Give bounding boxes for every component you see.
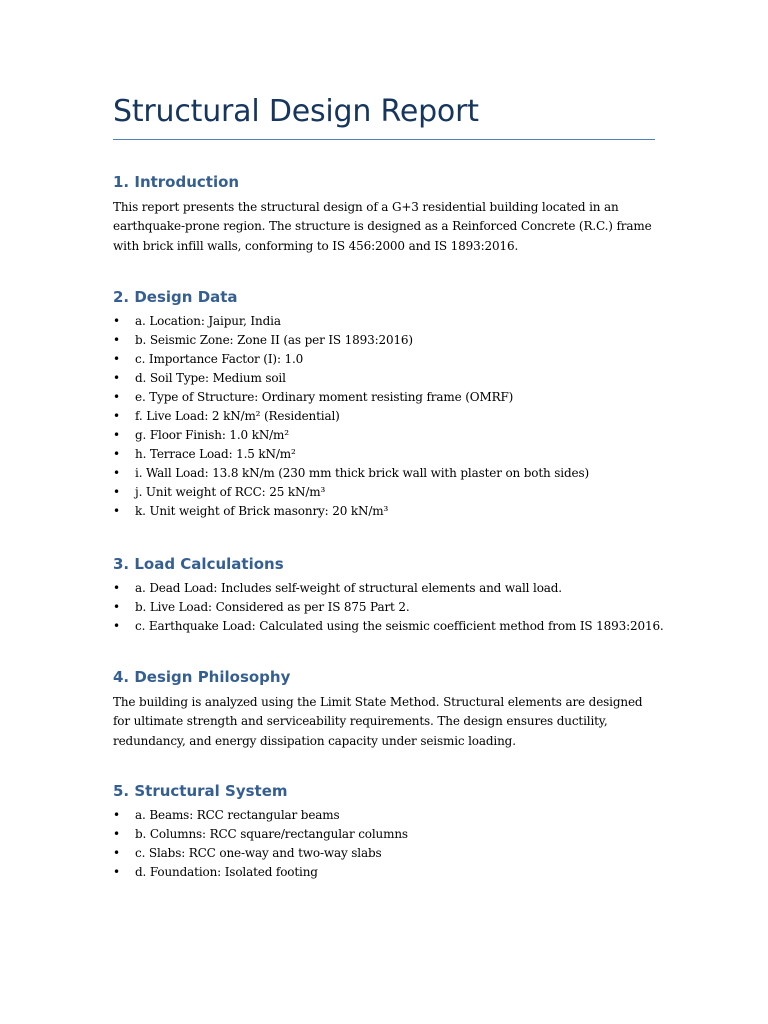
document-title: Structural Design Report bbox=[113, 94, 479, 129]
bullet-icon: • bbox=[113, 485, 120, 499]
list-item: • h. Terrace Load: 1.5 kN/m² bbox=[113, 445, 655, 464]
bullet-icon: • bbox=[113, 504, 120, 518]
list-item: • f. Live Load: 2 kN/m² (Residential) bbox=[113, 407, 655, 426]
bullet-icon: • bbox=[113, 581, 120, 595]
section-structural-system bbox=[113, 780, 655, 882]
list-item: • b. Live Load: Considered as per IS 875 Part 2. bbox=[113, 598, 655, 617]
list-item: • b. Seismic Zone: Zone II (as per IS 1893:2016) bbox=[113, 331, 655, 350]
bullet-icon: • bbox=[113, 428, 120, 442]
bullet-icon: • bbox=[113, 390, 120, 404]
section-load-calculations bbox=[113, 553, 664, 636]
section-design-data bbox=[113, 286, 655, 521]
bullet-icon: • bbox=[113, 600, 120, 614]
list-item: • d. Soil Type: Medium soil bbox=[113, 369, 655, 388]
bullet-icon: • bbox=[113, 865, 120, 879]
bullet-icon: • bbox=[113, 314, 120, 328]
list-item: • a. Dead Load: Includes self-weight of structural elements and wall load. bbox=[113, 579, 655, 598]
section-heading-design-philosophy: 4. Design Philosophy bbox=[113, 668, 291, 686]
structural-system-list bbox=[113, 806, 655, 882]
introduction-paragraph: This report presents the structural design of a G+3 residential building located in an earthquake-prone region. The structure is designed as a Reinforced Concrete (R.C.) frame with brick infill walls, conforming to IS 456:2000 and IS 1893:2016. bbox=[113, 200, 652, 253]
list-item: • d. Foundation: Isolated footing bbox=[113, 863, 655, 882]
bullet-icon: • bbox=[113, 846, 120, 860]
bullet-icon: • bbox=[113, 409, 120, 423]
title-underline bbox=[113, 139, 655, 140]
list-item: • e. Type of Structure: Ordinary moment resisting frame (OMRF) bbox=[113, 388, 655, 407]
list-item: • c. Earthquake Load: Calculated using the seismic coefficient method from IS 1893:2016. bbox=[113, 617, 655, 636]
bullet-icon: • bbox=[113, 371, 120, 385]
list-item: • g. Floor Finish: 1.0 kN/m² bbox=[113, 426, 655, 445]
list-item: • b. Columns: RCC square/rectangular columns bbox=[113, 825, 655, 844]
list-item: • c. Slabs: RCC one-way and two-way slabs bbox=[113, 844, 655, 863]
section-heading-load-calculations: 3. Load Calculations bbox=[113, 555, 284, 573]
list-item: • i. Wall Load: 13.8 kN/m (230 mm thick brick wall with plaster on both sides) bbox=[113, 464, 655, 483]
bullet-icon: • bbox=[113, 466, 120, 480]
bullet-icon: • bbox=[113, 808, 120, 822]
list-item: • j. Unit weight of RCC: 25 kN/m³ bbox=[113, 483, 655, 502]
design-philosophy-paragraph: The building is analyzed using the Limit State Method. Structural elements are designed for ultimate strength and serviceability requirements. The design ensures ductility, redundancy, and energy dissipation capacity under seismic loading. bbox=[113, 695, 643, 748]
section-introduction bbox=[113, 171, 655, 256]
section-design-philosophy bbox=[113, 666, 655, 751]
bullet-icon: • bbox=[113, 447, 120, 461]
list-item: • k. Unit weight of Brick masonry: 20 kN/m³ bbox=[113, 502, 655, 521]
list-item: • a. Beams: RCC rectangular beams bbox=[113, 806, 655, 825]
design-data-list bbox=[113, 312, 655, 521]
list-item: • c. Importance Factor (I): 1.0 bbox=[113, 350, 655, 369]
section-heading-structural-system: 5. Structural System bbox=[113, 782, 288, 800]
section-heading-introduction: 1. Introduction bbox=[113, 173, 240, 191]
bullet-icon: • bbox=[113, 827, 120, 841]
bullet-icon: • bbox=[113, 619, 120, 633]
section-heading-design-data: 2. Design Data bbox=[113, 288, 238, 306]
load-calculations-list bbox=[113, 579, 664, 636]
bullet-icon: • bbox=[113, 352, 120, 366]
list-item: • a. Location: Jaipur, India bbox=[113, 312, 655, 331]
bullet-icon: • bbox=[113, 333, 120, 347]
